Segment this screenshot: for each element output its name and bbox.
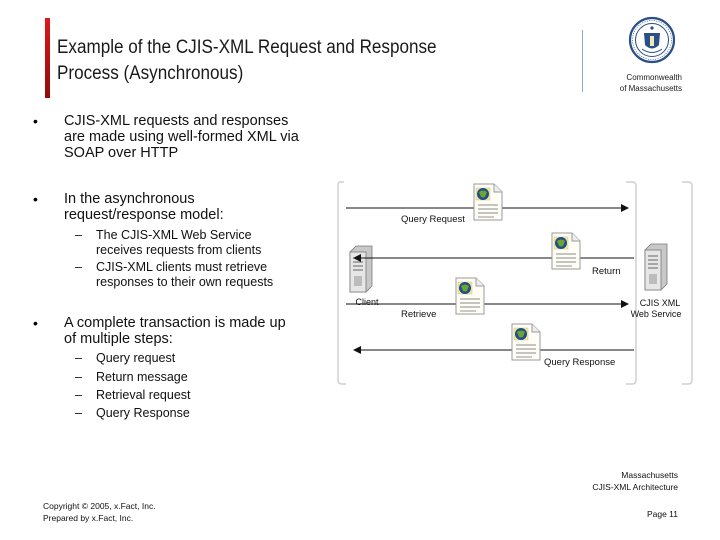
client-lane	[338, 182, 346, 384]
copyright	[43, 500, 156, 524]
xml-document-icon	[512, 324, 540, 360]
service-label-line-2: Web Service	[630, 309, 682, 319]
header-accent-bar	[45, 18, 50, 98]
title-line-2: Process (Asynchronous)	[57, 63, 244, 84]
copyright-line-1: Copyright © 2005, x.Fact, Inc.	[43, 501, 156, 511]
bullet-3-line-1: A complete transaction is made up	[64, 315, 286, 331]
sub-bullet: Retrieval request	[96, 388, 191, 402]
bullet-3	[64, 315, 286, 347]
web-service-server-icon	[645, 244, 667, 290]
state-line-1: Commonwealth	[626, 73, 682, 82]
footer-title	[560, 469, 678, 493]
sub-bullet-marker: –	[75, 370, 82, 384]
title-line-1: Example of the CJIS-XML Request and Response	[57, 37, 437, 58]
sub-bullet-line: The CJIS-XML Web Service	[96, 228, 252, 242]
sub-bullet-marker: –	[75, 351, 82, 365]
xml-document-icon	[456, 278, 484, 314]
sub-bullet-line: receives requests from clients	[96, 243, 262, 257]
bullet-1-line-3: SOAP over HTTP	[64, 145, 179, 161]
page-number: Page 11	[646, 509, 678, 519]
sub-bullet-line: CJIS-XML clients must retrieve	[96, 260, 268, 274]
sub-bullet-marker: –	[75, 260, 82, 274]
step-label-retrieve: Retrieve	[401, 309, 437, 320]
service-lane-right	[682, 182, 692, 384]
footer-title-line-2: CJIS-XML Architecture	[592, 482, 678, 492]
state-seal-icon	[628, 16, 676, 64]
state-line-2: of Massachusetts	[619, 84, 682, 93]
copyright-line-2: Prepared by x.Fact, Inc.	[43, 513, 134, 523]
header-divider	[582, 30, 583, 92]
xml-document-icon	[474, 184, 502, 220]
bullet-1-line-2: are made using well-formed XML via	[64, 129, 299, 145]
step-label-return: Return	[592, 266, 621, 277]
bullet-2-line-1: In the asynchronous	[64, 191, 195, 207]
client-label: Client	[355, 297, 379, 307]
bullet-marker: •	[33, 315, 38, 331]
sub-bullet-marker: –	[75, 406, 82, 420]
bullet-marker: •	[33, 191, 38, 207]
sub-bullet: Return message	[96, 370, 188, 384]
step-label-query-request: Query Request	[401, 214, 465, 225]
sub-bullet-marker: –	[75, 388, 82, 402]
sub-bullet	[96, 228, 261, 258]
sub-bullet-line: responses to their own requests	[96, 275, 274, 289]
sub-bullet	[96, 260, 273, 290]
sub-bullet: Query request	[96, 351, 176, 365]
bullet-2-line-2: request/response model:	[64, 207, 224, 223]
client-server-icon	[350, 246, 372, 292]
xml-document-icon	[552, 233, 580, 269]
bullet-3-line-2: of multiple steps:	[64, 331, 173, 347]
bullet-2	[64, 191, 224, 223]
bullet-1	[64, 113, 299, 161]
request-response-diagram	[336, 178, 694, 388]
sub-bullet-marker: –	[75, 228, 82, 242]
service-label-line-1: CJIS XML	[639, 298, 681, 308]
state-name	[590, 72, 682, 94]
service-lane-left	[626, 182, 636, 384]
sub-bullet: Query Response	[96, 406, 190, 420]
page-title	[57, 35, 489, 87]
step-label-query-response: Query Response	[544, 357, 616, 368]
bullet-1-line-1: CJIS-XML requests and responses	[64, 113, 289, 129]
bullet-marker: •	[33, 113, 38, 129]
footer-title-line-1: Massachusetts	[621, 470, 678, 480]
